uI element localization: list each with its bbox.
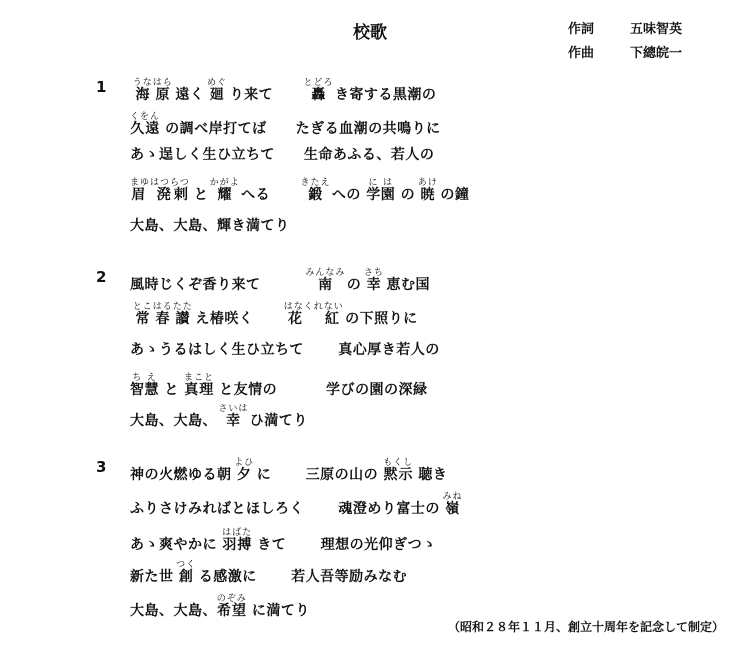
ruby-word: 嶺みね [442, 492, 463, 517]
ruby-word: 海原うなはら [132, 78, 173, 103]
lyric-line: あゝ逞しく生ひ立ちて 生命あふる、若人の [130, 147, 435, 163]
ruby-reading: まゆはつらつ [130, 178, 190, 188]
ruby-reading: さいは [218, 404, 249, 414]
ruby-word: 南みんなみ [305, 268, 346, 293]
ruby-word: 暁あけ [417, 178, 438, 203]
credit-name: 下總皖一 [630, 46, 683, 61]
lyric-line: あゝ爽やかに 羽搏はばた きて 理想の光仰ぎつゝ [130, 528, 437, 553]
ruby-word: 智慧ちえ [130, 373, 159, 398]
lyric-line: 神の火燃ゆる朝 夕よひ に 三原の山の 黙示もくし 聴き [130, 458, 448, 483]
credit-role: 作曲 [568, 46, 595, 61]
ruby-word: 夕よひ [234, 458, 255, 483]
ruby-reading: みんなみ [305, 268, 346, 278]
ruby-reading: ちえ [130, 373, 159, 383]
lyric-line: 智慧ちえ と 真理まこと と友情の 学びの園の深緑 [130, 373, 428, 398]
ruby-word: 耀かがよ [209, 178, 240, 203]
lyric-line: 新た世 創つく る感激に 若人吾等励みなむ [130, 560, 408, 585]
credit-composer [568, 42, 682, 66]
ruby-reading: はばた [222, 528, 253, 538]
ruby-word: 讃たた [172, 302, 193, 327]
ruby-reading: とこはる [132, 302, 173, 312]
ruby-word: 希望のぞみ [216, 594, 247, 619]
verse-number: 2 [96, 268, 107, 286]
ruby-word: 常春とこはる [132, 302, 173, 327]
ruby-word: 幸さち [363, 268, 384, 293]
ruby-reading: さち [363, 268, 384, 278]
lyric-line: 常春とこはる 讃たた え椿咲く 花 紅はなくれない の下照りに [132, 302, 418, 327]
lyric-line: 風時じくぞ香り来て 南みんなみ の 幸さち 恵む国 [130, 268, 430, 293]
lyric-line: 眉 溌剌まゆはつらつ と 耀かがよ へる 鍛きたえ への 学園には の 暁あけ の鐘 [130, 178, 470, 203]
lyric-line: あゝうるはしく生ひ立ちて 真心厚き若人の [130, 342, 440, 358]
ruby-reading: めぐ [206, 78, 227, 88]
ruby-word: 真理まこと [184, 373, 215, 398]
ruby-reading: きたえ [300, 178, 331, 188]
ruby-reading: はなくれない [283, 302, 344, 312]
ruby-reading: うなはら [132, 78, 173, 88]
ruby-word: 花 紅はなくれない [283, 302, 344, 327]
ruby-word: 眉 溌剌まゆはつらつ [130, 178, 190, 203]
ruby-reading: たた [172, 302, 193, 312]
footer-note: （昭和２８年１１月、創立十周年を記念して制定） [447, 620, 724, 634]
ruby-word: 轟とどろ [303, 78, 334, 103]
lyric-line: 海原うなはら 遠く 廻めぐ り来て 轟とどろ き寄する黒潮の [132, 78, 437, 103]
ruby-reading: とどろ [303, 78, 334, 88]
ruby-reading: つく [176, 560, 197, 570]
ruby-word: 学園には [366, 178, 396, 203]
verse-number: 3 [96, 458, 107, 476]
credits [568, 18, 682, 66]
ruby-reading: まこと [184, 373, 215, 383]
ruby-reading: くをん [130, 112, 161, 122]
ruby-reading: かがよ [209, 178, 240, 188]
lyric-line: 大島、大島、 幸さいは ひ満てり [130, 404, 308, 429]
ruby-reading: もくし [383, 458, 414, 468]
credit-name: 五味智英 [630, 22, 683, 37]
ruby-word: 創つく [176, 560, 197, 585]
lyric-line: 大島、大島、輝き満てり [130, 218, 290, 234]
lyric-line: ふりさけみればとほしろく 魂澄めり富士の 嶺みね [130, 492, 463, 517]
ruby-word: 黙示もくし [383, 458, 414, 483]
ruby-reading: みね [442, 492, 463, 502]
ruby-word: 廻めぐ [206, 78, 227, 103]
lyric-line: 大島、大島、希望のぞみ に満てり [130, 594, 310, 619]
ruby-word: 久遠くをん [130, 112, 161, 137]
credit-lyricist [568, 18, 682, 42]
ruby-reading: には [366, 178, 396, 188]
ruby-word: 羽搏はばた [222, 528, 253, 553]
verse-number: 1 [96, 78, 107, 96]
song-title: 校歌 [353, 23, 387, 43]
ruby-word: 鍛きたえ [300, 178, 331, 203]
ruby-reading: あけ [417, 178, 438, 188]
ruby-reading: よひ [234, 458, 255, 468]
ruby-reading: のぞみ [216, 594, 247, 604]
lyric-line: 久遠くをん の調べ岸打てば たぎる血潮の共鳴りに [130, 112, 441, 137]
ruby-word: 幸さいは [218, 404, 249, 429]
credit-role: 作詞 [568, 22, 595, 37]
